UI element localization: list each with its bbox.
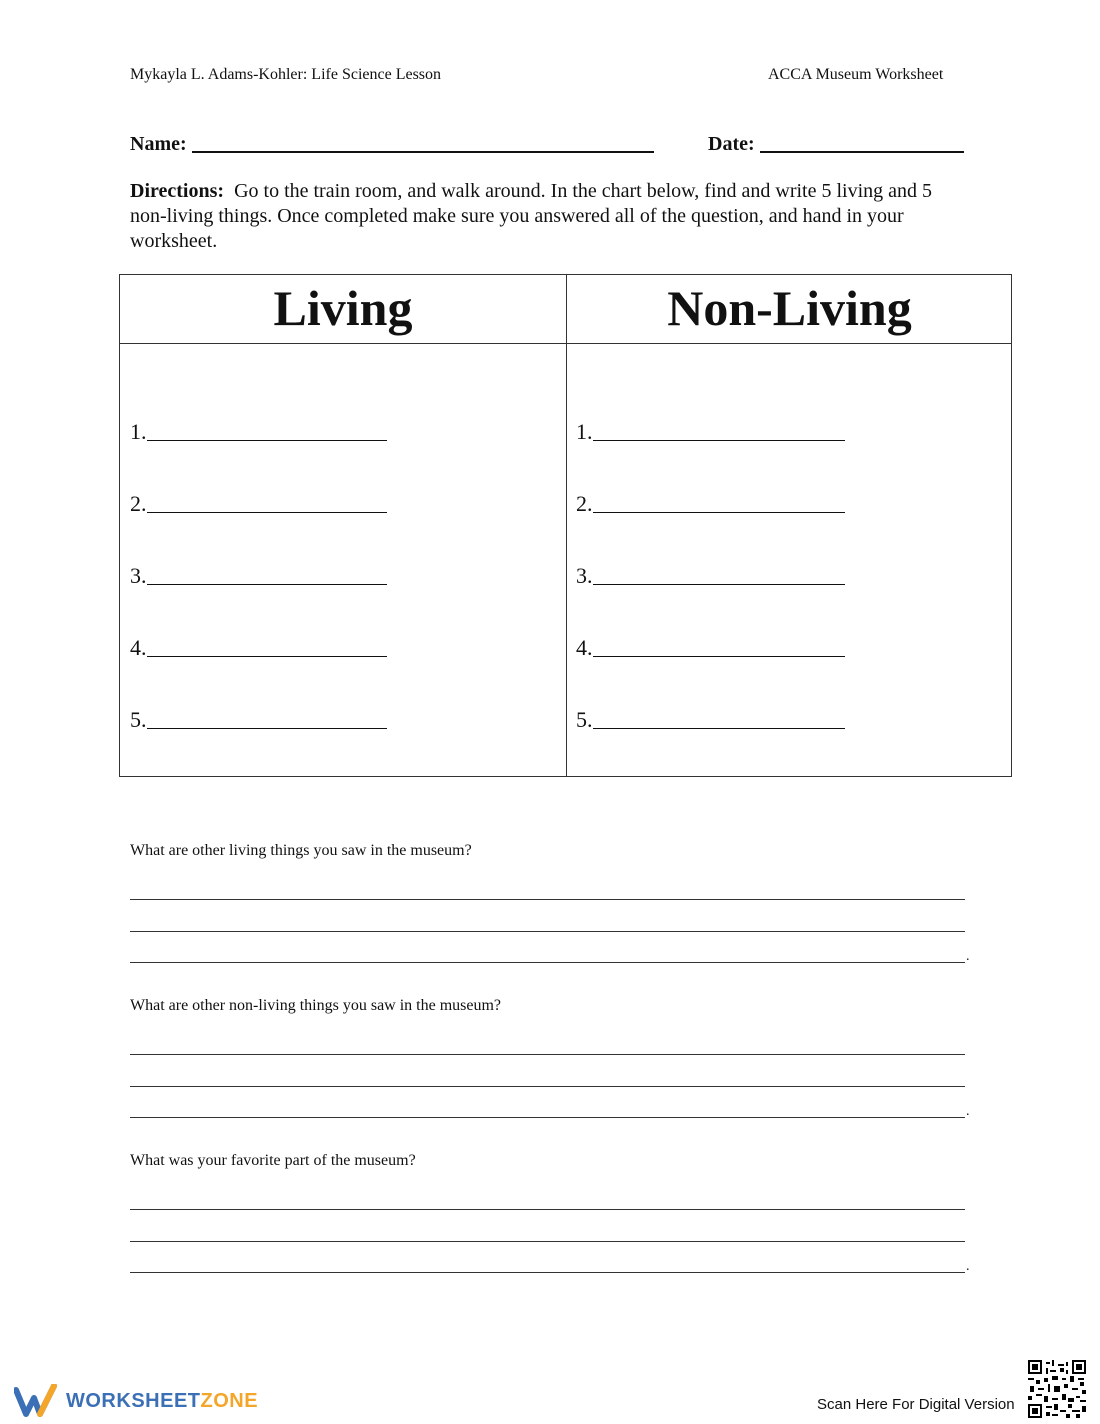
item-number: 4. [576, 635, 593, 660]
qr-code-icon[interactable] [1028, 1360, 1086, 1418]
item-answer-blank[interactable] [593, 564, 845, 585]
chart-column-divider [566, 274, 567, 777]
item-answer-blank[interactable] [593, 636, 845, 657]
answer-line[interactable] [130, 931, 965, 932]
date-label: Date: [708, 133, 755, 155]
item-number: 2. [576, 491, 593, 516]
answer-line[interactable] [130, 899, 965, 900]
answer-line[interactable] [130, 1117, 965, 1118]
item-number: 5. [576, 707, 593, 732]
question-3: What was your favorite part of the museum? [130, 1152, 416, 1169]
non-living-item-4[interactable] [576, 634, 845, 661]
item-answer-blank[interactable] [147, 708, 387, 729]
worksheetzone-logo[interactable] [14, 1384, 258, 1418]
item-answer-blank[interactable] [147, 564, 387, 585]
living-item-3[interactable] [130, 562, 387, 589]
name-label: Name: [130, 133, 187, 155]
answer-line[interactable] [130, 1054, 965, 1055]
answer-line[interactable] [130, 1241, 965, 1242]
logo-text [66, 1390, 258, 1413]
item-answer-blank[interactable] [593, 708, 845, 729]
date-blank[interactable] [760, 133, 964, 153]
question-1: What are other living things you saw in the museum? [130, 842, 472, 859]
logo-word-worksheet: WORKSHEET [66, 1389, 201, 1412]
non-living-item-5[interactable] [576, 706, 845, 733]
header-author-lesson: Mykayla L. Adams-Kohler: Life Science Lesson [130, 66, 442, 83]
answer-line[interactable] [130, 1209, 965, 1210]
header-worksheet-title: ACCA Museum Worksheet [768, 66, 944, 83]
item-answer-blank[interactable] [147, 420, 387, 441]
item-answer-blank[interactable] [147, 492, 387, 513]
item-answer-blank[interactable] [593, 420, 845, 441]
chart-header-divider [119, 343, 1012, 344]
non-living-column-header: Non-Living [667, 280, 912, 336]
answer-line[interactable] [130, 962, 965, 963]
item-number: 5. [130, 707, 147, 732]
name-blank[interactable] [192, 133, 654, 153]
living-item-4[interactable] [130, 634, 387, 661]
item-number: 1. [130, 419, 147, 444]
item-number: 1. [576, 419, 593, 444]
period-mark: . [966, 949, 970, 964]
living-item-1[interactable] [130, 418, 387, 445]
period-mark: . [966, 1104, 970, 1119]
item-number: 3. [576, 563, 593, 588]
item-answer-blank[interactable] [593, 492, 845, 513]
answer-line[interactable] [130, 1086, 965, 1087]
scan-instruction: Scan Here For Digital Version [817, 1396, 1015, 1413]
answer-line[interactable] [130, 1272, 965, 1273]
item-answer-blank[interactable] [147, 636, 387, 657]
directions [130, 179, 970, 254]
living-column-header: Living [273, 280, 413, 336]
non-living-item-2[interactable] [576, 490, 845, 517]
living-item-5[interactable] [130, 706, 387, 733]
item-number: 4. [130, 635, 147, 660]
logo-word-zone: ZONE [200, 1389, 259, 1412]
date-field[interactable] [708, 130, 964, 156]
living-item-2[interactable] [130, 490, 387, 517]
item-number: 2. [130, 491, 147, 516]
non-living-item-3[interactable] [576, 562, 845, 589]
period-mark: . [966, 1259, 970, 1274]
non-living-item-1[interactable] [576, 418, 845, 445]
directions-label: Directions: [130, 180, 225, 202]
directions-text: Go to the train room, and walk around. In the chart below, find and write 5 living and 5 non-living things. Once completed make sure you answered all of the question, and hand in your worksheet. [130, 180, 933, 252]
worksheetzone-w-logo-icon [14, 1384, 60, 1418]
item-number: 3. [130, 563, 147, 588]
name-field[interactable] [130, 130, 654, 156]
question-2: What are other non-living things you saw in the museum? [130, 997, 502, 1014]
